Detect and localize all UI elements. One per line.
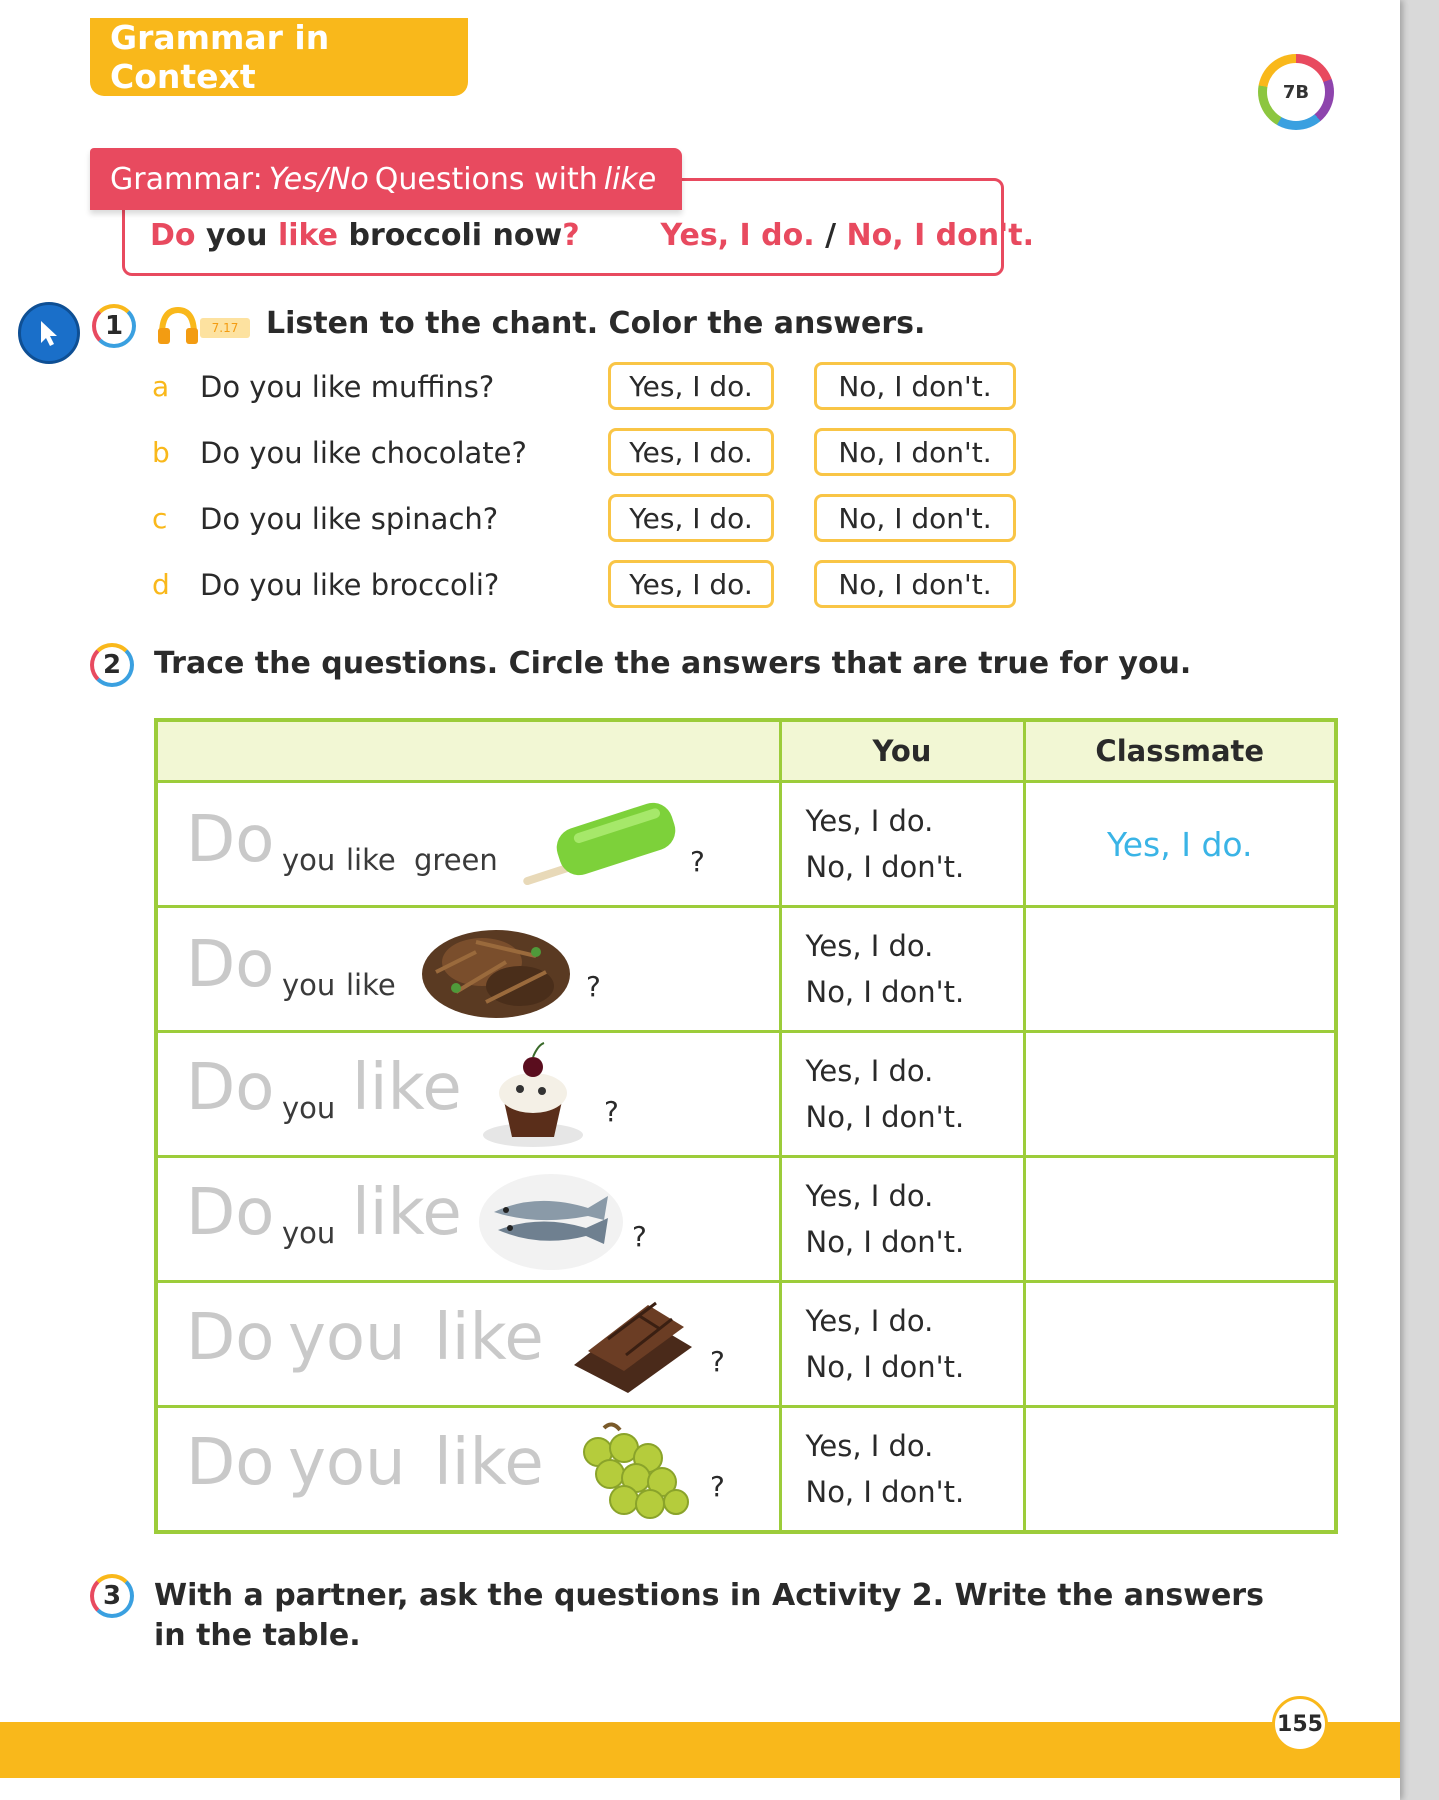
activity-3-instruction-line1: With a partner, ask the questions in Activity 2. Write the answers: [154, 1578, 1264, 1613]
example-yes: Yes, I do.: [660, 218, 815, 253]
table-row: [156, 1407, 1336, 1533]
trace-like: like: [346, 968, 396, 1002]
you-yes[interactable]: Yes, I do.: [805, 1179, 934, 1213]
question-mark: ?: [586, 970, 601, 1003]
example-rest: broccoli now: [348, 218, 563, 253]
answer-yes-box[interactable]: Yes, I do.: [608, 428, 774, 476]
cupcake-icon: [478, 1037, 588, 1151]
activity-3-instruction-line2: in the table.: [154, 1618, 361, 1653]
header-question: [156, 720, 780, 782]
answer-no-box[interactable]: No, I don't.: [814, 560, 1016, 608]
item-letter: c: [152, 502, 168, 535]
trace-like: like: [434, 1426, 544, 1500]
activity-1-instruction: Listen to the chant. Color the answers.: [266, 306, 926, 341]
example-like: like: [277, 218, 339, 253]
list-item: [152, 362, 1032, 412]
grammar-label-middle: Questions with: [374, 161, 598, 197]
question-mark: ?: [632, 1220, 647, 1253]
question-mark: ?: [710, 1345, 725, 1378]
grammar-title: [90, 148, 682, 210]
header-you: You: [780, 720, 1024, 782]
cursor-tool-button[interactable]: [18, 302, 80, 364]
you-answers[interactable]: [780, 907, 1024, 1032]
classmate-answer[interactable]: [1024, 1282, 1336, 1407]
classmate-answer[interactable]: [1024, 907, 1336, 1032]
page-number: 155: [1272, 1696, 1328, 1752]
lesson-badge-label: 7B: [1267, 63, 1325, 121]
answer-no-box[interactable]: No, I don't.: [814, 494, 1016, 542]
item-question: Do you like muffins?: [200, 370, 495, 404]
footer-bar: [0, 1722, 1400, 1778]
classmate-answer[interactable]: [1024, 1407, 1336, 1533]
table-row: [156, 907, 1336, 1032]
header-classmate: Classmate: [1024, 720, 1336, 782]
you-yes[interactable]: Yes, I do.: [805, 1429, 934, 1463]
you-yes[interactable]: Yes, I do.: [805, 804, 934, 838]
trace-do: Do: [186, 928, 275, 1002]
item-question: Do you like broccoli?: [200, 568, 500, 602]
trace-like: like: [346, 843, 396, 877]
you-answers[interactable]: [780, 1032, 1024, 1157]
trace-like: like: [352, 1176, 462, 1250]
classmate-answer[interactable]: [1024, 1157, 1336, 1282]
classmate-answer[interactable]: [1024, 1032, 1336, 1157]
trace-table: [154, 718, 1338, 1534]
item-question: Do you like chocolate?: [200, 436, 527, 470]
activity-3-number: 3: [90, 1574, 134, 1618]
item-letter: a: [152, 370, 170, 403]
you-yes[interactable]: Yes, I do.: [805, 1304, 934, 1338]
item-letter: d: [152, 568, 170, 601]
example-do: Do: [150, 218, 196, 253]
trace-like: like: [434, 1301, 544, 1375]
cursor-icon: [33, 317, 65, 349]
grammar-label-italic-1: Yes/No: [268, 161, 369, 197]
audio-track-number: 7.17: [200, 318, 250, 338]
activity-2-instruction: Trace the questions. Circle the answers that are true for you.: [154, 646, 1192, 681]
you-answers[interactable]: [780, 1407, 1024, 1533]
table-row: [156, 782, 1336, 907]
you-answers[interactable]: [780, 1157, 1024, 1282]
table-row: [156, 1032, 1336, 1157]
popsicle-icon: [516, 801, 686, 885]
trace-do: Do: [186, 1051, 275, 1125]
answer-yes-box[interactable]: Yes, I do.: [608, 362, 774, 410]
table-row: [156, 1282, 1336, 1407]
activity-1-number: 1: [92, 304, 136, 348]
you-answers[interactable]: [780, 782, 1024, 907]
item-letter: b: [152, 436, 170, 469]
trace-like: like: [352, 1051, 462, 1125]
you-no[interactable]: No, I don't.: [805, 975, 965, 1009]
trace-do: Do: [186, 1426, 275, 1500]
answer-no-box[interactable]: No, I don't.: [814, 428, 1016, 476]
trace-do: Do: [186, 1176, 275, 1250]
list-item: [152, 428, 1032, 478]
section-title: Grammar in Context: [90, 18, 468, 96]
list-item: [152, 560, 1032, 610]
trace-you: you: [288, 1426, 406, 1500]
grammar-label-italic-2: like: [603, 161, 657, 197]
fried-insects-icon: [416, 912, 576, 1026]
chocolate-icon: [568, 1295, 698, 1395]
trace-do: Do: [186, 1301, 275, 1375]
grapes-icon: [568, 1418, 698, 1522]
answer-no-box[interactable]: No, I don't.: [814, 362, 1016, 410]
question-mark: ?: [690, 845, 705, 878]
table-row: [156, 1157, 1336, 1282]
fish-icon: [476, 1164, 626, 1274]
lesson-badge: [1258, 54, 1334, 130]
grammar-label: Grammar:: [110, 161, 263, 197]
trace-you: you: [288, 1301, 406, 1375]
trace-do: Do: [186, 803, 275, 877]
question-mark: ?: [710, 1470, 725, 1503]
answer-yes-box[interactable]: Yes, I do.: [608, 560, 774, 608]
item-question: Do you like spinach?: [200, 502, 499, 536]
headphones-icon[interactable]: [156, 304, 200, 344]
example-no: No, I don't.: [846, 218, 1035, 253]
trace-you: you: [282, 843, 336, 877]
question-mark: ?: [604, 1095, 619, 1128]
you-no[interactable]: No, I don't.: [805, 1350, 965, 1384]
activity-2-number: 2: [90, 643, 134, 687]
you-no[interactable]: No, I don't.: [805, 850, 965, 884]
example-sep: /: [825, 218, 837, 253]
trace-you: you: [282, 1091, 336, 1125]
table-header-row: [156, 720, 1336, 782]
grammar-example: [150, 218, 1034, 253]
you-no[interactable]: No, I don't.: [805, 1475, 965, 1509]
example-qmark: ?: [562, 218, 580, 253]
you-no[interactable]: No, I don't.: [805, 1100, 965, 1134]
trace-you: you: [282, 1216, 336, 1250]
trace-extra: green: [414, 843, 498, 877]
answer-yes-box[interactable]: Yes, I do.: [608, 494, 774, 542]
trace-you: you: [282, 968, 336, 1002]
classmate-answer[interactable]: Yes, I do.: [1024, 782, 1336, 907]
you-yes[interactable]: Yes, I do.: [805, 929, 934, 963]
list-item: [152, 494, 1032, 544]
example-you: you: [205, 218, 268, 253]
you-no[interactable]: No, I don't.: [805, 1225, 965, 1259]
you-yes[interactable]: Yes, I do.: [805, 1054, 934, 1088]
you-answers[interactable]: [780, 1282, 1024, 1407]
